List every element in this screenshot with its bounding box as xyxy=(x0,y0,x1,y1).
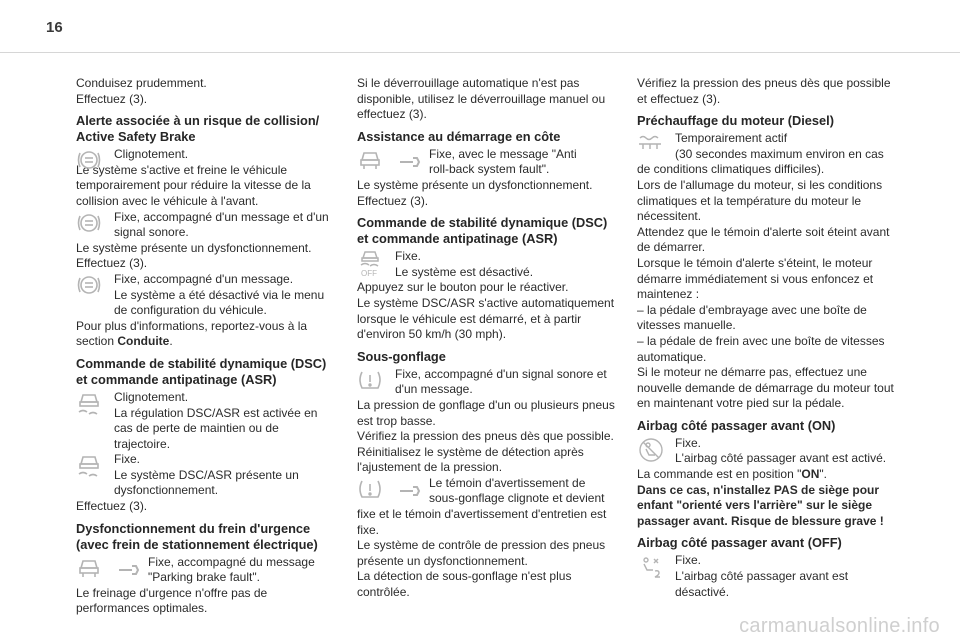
airbag-off-icon xyxy=(637,554,663,580)
warning-entry-airbag-off: Fixe. L'airbag côté passager avant est désactivé. xyxy=(637,553,897,600)
collision-alert-icon xyxy=(76,211,102,235)
warning-entry-collision-disabled: Fixe, accompagné d'un message. Le système a été désactivé via le menu de configuration du véhicule. Pour plus d'informations, reportez-vous à la section Conduite. xyxy=(76,271,325,349)
section-heading-collision-alert: Alerte associée à un risque de collision/ Active Safety Brake xyxy=(76,113,320,145)
warning-entry-emergency-brake-fault: Fixe, accompagné du message "Parking brake fault". Le freinage d'urgence n'offre pas de performances optimales. xyxy=(76,554,315,616)
section-reference: Conduite xyxy=(117,334,170,349)
warning-entry-under-inflation: Fixe, accompagné d'un signal sonore et d'un message. La pression de gonflage d'un ou plusieurs pneus est trop basse. Vérifiez la pression des pneus dès que possible. Réinitialisez le système de détection après l'ajustement de la pression. xyxy=(357,366,615,475)
svg-text:OFF: OFF xyxy=(361,269,377,279)
wrench-icon xyxy=(397,148,421,172)
header-divider xyxy=(0,52,960,53)
section-heading-dsc-asr-off: Commande de stabilité dynamique (DSC) et commande antipatinage (ASR) xyxy=(357,215,608,247)
warning-entry-preheat: Temporairement actif (30 secondes maximum environ en cas de conditions climatiques difficiles). Lors de l'allumage du moteur, si les conditions climatiques et la température du moteur le nécessitent. Attendez que le témoin d'alerte soit éteint avant de démarrer. Lorsque le témoin d'alerte s'éteint, le moteur démarre immédiatement si vous enfoncez et maintenez : – la pédale d'embrayage avec une boîte de vitesses manuelle. – la pédale de frein avec une boîte de vitesses automatique. Si le moteur ne démarre pas, effectuez une nouvelle demande de démarrage du moteur tout en maintenant votre pied sur la pédale. xyxy=(637,131,894,411)
switch-position-label: ON xyxy=(801,467,820,482)
section-heading-dsc-asr: Commande de stabilité dynamique (DSC) et commande antipatinage (ASR) xyxy=(76,355,327,387)
section-heading-emergency-brake: Dysfonctionnement du frein d'urgence (avec frein de stationnement électrique) xyxy=(76,520,318,552)
tyre-pressure-icon xyxy=(357,368,383,394)
skidding-car-icon xyxy=(76,391,102,417)
airbag-on-icon xyxy=(637,437,665,463)
warning-entry-collision-flashing: Clignotement. Le système s'active et freine le véhicule temporairement pour réduire la vitesse de la collision avec le véhicule à l'avant. xyxy=(76,147,311,208)
warning-entry-airbag-on: Fixe. L'airbag côté passager avant est activé. La commande est en position "ON". Dans ce cas, n'installez PAS de siège pour enfant "orienté vers l'arrière" sur le siège passager avant. Risque de blessure grave ! xyxy=(637,436,897,530)
section-heading-under-inflation: Sous-gonflage xyxy=(357,348,446,364)
page-number: 16 xyxy=(46,19,63,36)
column-2 xyxy=(357,76,617,601)
warning-entry-hill-start-fault: Fixe, avec le message "Anti roll-back system fault". Le système présente un dysfonctionnement. Effectuez (3). xyxy=(357,146,593,208)
tyre-pressure-icon xyxy=(357,477,383,503)
intro-text: Conduisez prudemment. Effectuez (3). xyxy=(76,76,207,106)
collision-alert-icon xyxy=(76,148,102,172)
section-heading-engine-preheat: Préchauffage du moteur (Diesel) xyxy=(637,113,834,129)
warning-entry-tpms-fault: Le témoin d'avertissement de sous-gonflage clignote et devient fixe et le témoin d'avertissement d'entretien est fixe. Le système de contrôle de pression des pneus présente un dysfonctionnement. La détection de sous-gonflage n'est plus contrôlée. xyxy=(357,475,607,600)
page-header xyxy=(0,0,960,56)
safety-warning-text: Dans ce cas, n'installez PAS de siège pour enfant "orienté vers l'arrière" sur le siège passager avant. Risque de blessure grave ! xyxy=(637,482,884,528)
warning-entry-dsc-off: OFF Fixe. Le système est désactivé. Appuyez sur le bouton pour le réactiver. Le système DSC/ASR s'active automatiquement lorsque le véhicule est démarré, et à partir d'environ 50 km/h (30 mph). xyxy=(357,249,615,342)
wrench-icon xyxy=(397,477,421,501)
intro-text: Vérifiez la pression des pneus dès que possible et effectuez (3). xyxy=(637,76,891,106)
wrench-icon xyxy=(116,556,140,580)
warning-entry-dsc-fault: Fixe. Le système DSC/ASR présente un dysfonctionnement. Effectuez (3). xyxy=(76,452,299,514)
warning-entry-collision-fault: Fixe, accompagné d'un message et d'un signal sonore. Le système présente un dysfonctionnement. Effectuez (3). xyxy=(76,209,329,271)
column-1 xyxy=(76,76,336,617)
car-warning-icon xyxy=(76,556,102,582)
glow-plug-icon xyxy=(637,132,663,154)
intro-text: Si le déverrouillage automatique n'est pas disponible, utilisez le déverrouillage manuel ou effectuez (3). xyxy=(357,76,606,122)
section-heading-airbag-off: Airbag côté passager avant (OFF) xyxy=(637,535,842,551)
collision-alert-icon xyxy=(76,273,102,297)
column-3 xyxy=(637,76,897,600)
warning-entry-dsc-flashing: Clignotement. La régulation DSC/ASR est activée en cas de perte de maintien ou de trajectoire. xyxy=(76,390,336,452)
section-heading-hill-start-assist: Assistance au démarrage en côte xyxy=(357,128,561,144)
car-warning-icon xyxy=(357,148,383,174)
watermark: carmanualsonline.info xyxy=(739,615,940,637)
skidding-car-icon xyxy=(76,453,102,479)
dsc-off-icon xyxy=(357,250,385,278)
section-heading-airbag-on: Airbag côté passager avant (ON) xyxy=(637,417,836,433)
